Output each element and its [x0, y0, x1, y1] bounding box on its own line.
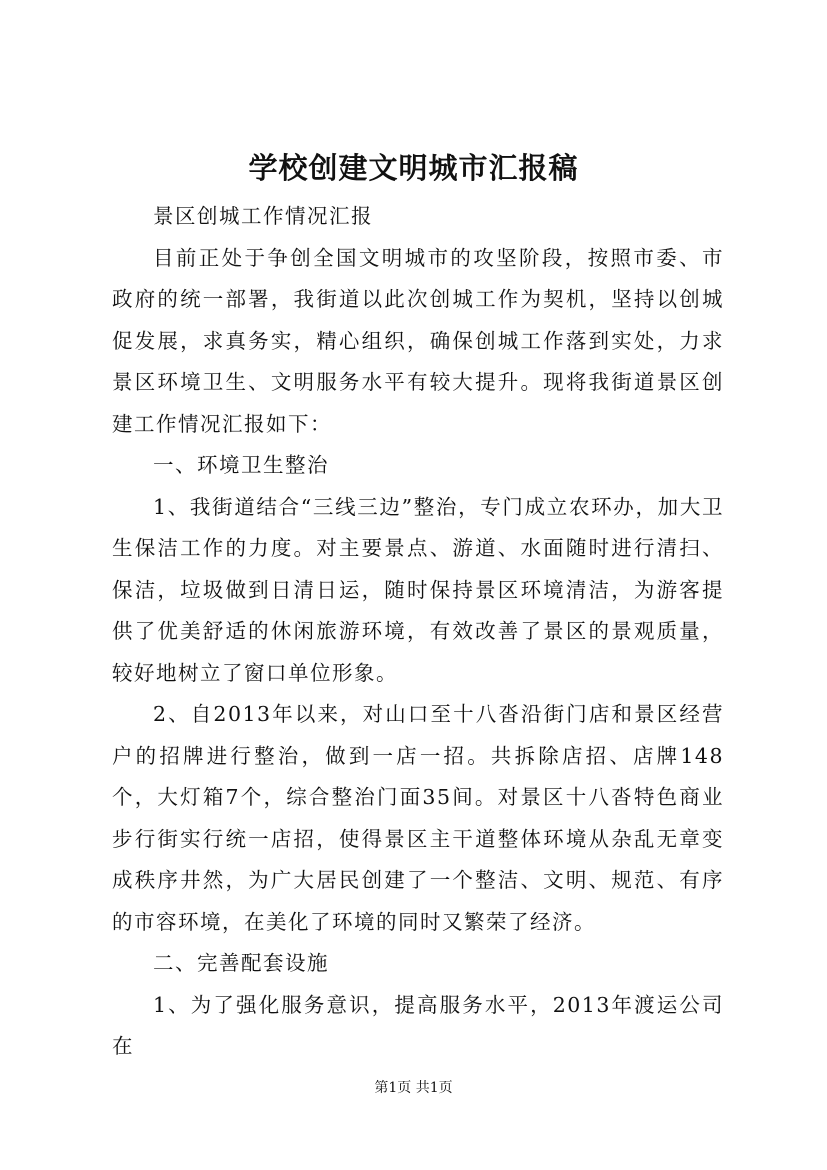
- paragraph-intro: 目前正处于争创全国文明城市的攻坚阶段，按照市委、市政府的统一部署，我街道以此次创城工作为契机，坚持以创城促发展，求真务实，精心组织，确保创城工作落到实处，力求景区环境卫生、文明服务水平有较大提升。现将我街道景区创建工作情况汇报如下：: [112, 245, 724, 436]
- paragraph-environment-1: 1、我街道结合“三线三边”整治，专门成立农环办，加大卫生保洁工作的力度。对主要景点、游道、水面随时进行清扫、保洁，垃圾做到日清日运，随时保持景区环境清洁，为游客提供了优美舒适的休闲旅游环境，有效改善了景区的景观质量，较好地树立了窗口单位形象。: [112, 494, 724, 685]
- section-heading-facilities: 二、完善配套设施: [153, 951, 329, 975]
- document-body: [112, 196, 724, 1068]
- paragraph-facilities-1: 1、为了强化服务意识，提高服务水平，2013年渡运公司在: [112, 992, 724, 1058]
- section-heading-environment: 一、环境卫生整治: [153, 453, 329, 477]
- paragraph-environment-2: 2、自2013年以来，对山口至十八沓沿街门店和景区经营户的招牌进行整治，做到一店一招。共拆除店招、店牌148个，大灯箱7个，综合整治门面35间。对景区十八沓特色商业步行街实行统一店招，使得景区主干道整体环境从杂乱无章变成秩序井然，为广大居民创建了一个整洁、文明、规范、有序的市容环境，在美化了环境的同时又繁荣了经济。: [112, 702, 724, 934]
- page-footer: 第1页 共1页: [374, 1080, 453, 1096]
- paragraph-subtitle: 景区创城工作情况汇报: [153, 204, 373, 228]
- document-title: 学校创建文明城市汇报稿: [248, 151, 579, 185]
